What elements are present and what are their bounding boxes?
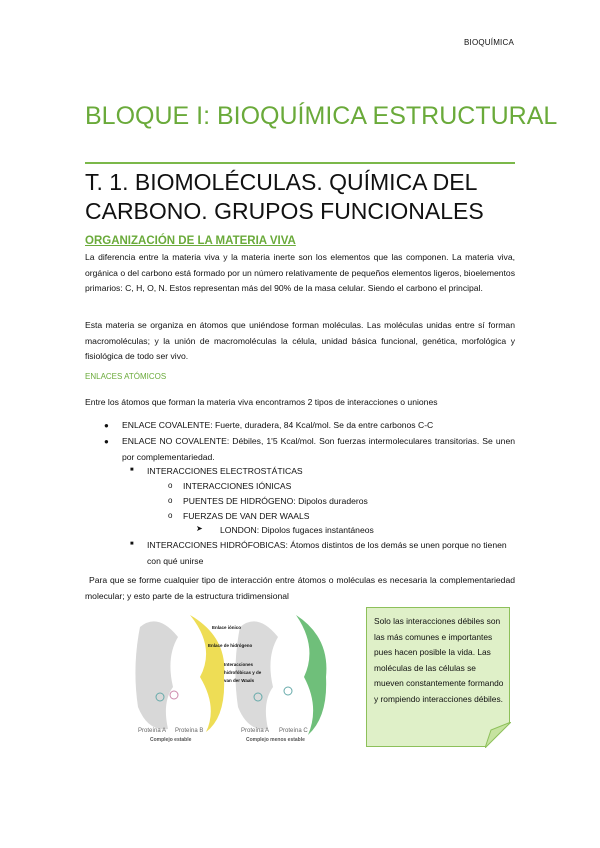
title-divider (85, 162, 515, 164)
circle-bullet-icon: o (168, 481, 173, 490)
paragraph-3: Entre los átomos que forman la materia viva encontramos 2 tipos de interacciones o uniones (85, 397, 438, 407)
label-stable: Complejo estable (150, 737, 192, 743)
bullet-icon: ● (104, 437, 109, 446)
section-title: ORGANIZACIÓN DE LA MATERIA VIVA (85, 235, 296, 247)
list-item-vanderwaals: FUERZAS DE VAN DER WAALS (183, 511, 310, 521)
label-hydrogen-bond: Enlace de hidrógeno (208, 643, 253, 648)
circle-bullet-icon: o (168, 496, 173, 505)
page-header: BIOQUÍMICA (463, 38, 514, 47)
list-item-covalente: ENLACE COVALENTE: Fuerte, duradera, 84 Kcal/mol. Se da entre carbonos C-C (122, 420, 434, 430)
square-bullet-icon: ■ (130, 467, 134, 473)
list-item-ionicas: INTERACCIONES IÓNICAS (183, 481, 292, 491)
list-item-electrostaticas: INTERACCIONES ELECTROSTÁTICAS (147, 466, 303, 476)
block-title: BLOQUE I: BIOQUÍMICA ESTRUCTURAL (85, 102, 558, 130)
paragraph-1: La diferencia entre la materia viva y la materia inerte son los elementos que las componen. La materia viva, orgánica o del carbono está formado por un número relativamente de pequeños elementos ligeros, bioelementos primarios: C, H, O, N. Estos representan más del 90% de la masa celular. Siendo el carbono el principal. (85, 252, 515, 293)
label-hydrophobic: Interacciones hidrofóbicas y de van der Waals (224, 662, 262, 683)
arrow-bullet-icon: ➤ (196, 524, 203, 533)
topic-title: T. 1. BIOMOLÉCULAS. QUÍMICA DEL CARBONO. GRUPOS FUNCIONALES (85, 169, 484, 224)
bullet-icon: ● (104, 421, 109, 430)
label-ionic-bond: Enlace iónico (212, 625, 242, 630)
sticky-note (366, 607, 510, 747)
label-protein-a: Proteína A (138, 728, 167, 734)
label-protein-b: Proteína B (175, 728, 204, 734)
page-curl-icon (485, 722, 511, 748)
list-item-puentes: PUENTES DE HIDRÓGENO: Dipolos duraderos (183, 496, 368, 506)
list-item-hidrofobicas: INTERACCIONES HIDRÓFOBICAS: Átomos distintos de los demás se unen porque no tienen con qué unirse (147, 540, 507, 566)
paragraph-2: Esta materia se organiza en átomos que uniéndose forman moléculas. Las moléculas unidas entre sí forman macromoléculas; y la unión de macromoléculas la célula, unidad básica funcional, genética, morfológica y fisiológica de todo ser vivo. (85, 320, 515, 361)
note-text: Solo las interacciones débiles son las más comunes e importantes pues hacen posible la vida. Las moléculas de las células se mueven constantemente formando y rompiendo interacciones débiles. (374, 616, 504, 704)
subsection-title: ENLACES ATÓMICOS (85, 372, 167, 381)
circle-bullet-icon: o (168, 511, 173, 520)
label-less-stable: Complejo menos estable (246, 737, 305, 743)
list-item-no-covalente: ENLACE NO COVALENTE: Débiles, 1'5 Kcal/mol. Son fuerzas intermoleculares transitorias. Se unen por complementariedad. (122, 436, 515, 462)
paragraph-4: Para que se forme cualquier tipo de interacción entre átomos o moléculas es necesaria la complementariedad molecular; y esto parte de la estructura tridimensional (85, 575, 515, 601)
label-protein-a-2: Proteína A (241, 728, 270, 734)
protein-complex-figure (128, 607, 340, 747)
list-item-london: LONDON: Dipolos fugaces instantáneos (220, 525, 374, 535)
square-bullet-icon: ■ (130, 541, 134, 547)
label-protein-c: Proteína C (279, 728, 308, 734)
